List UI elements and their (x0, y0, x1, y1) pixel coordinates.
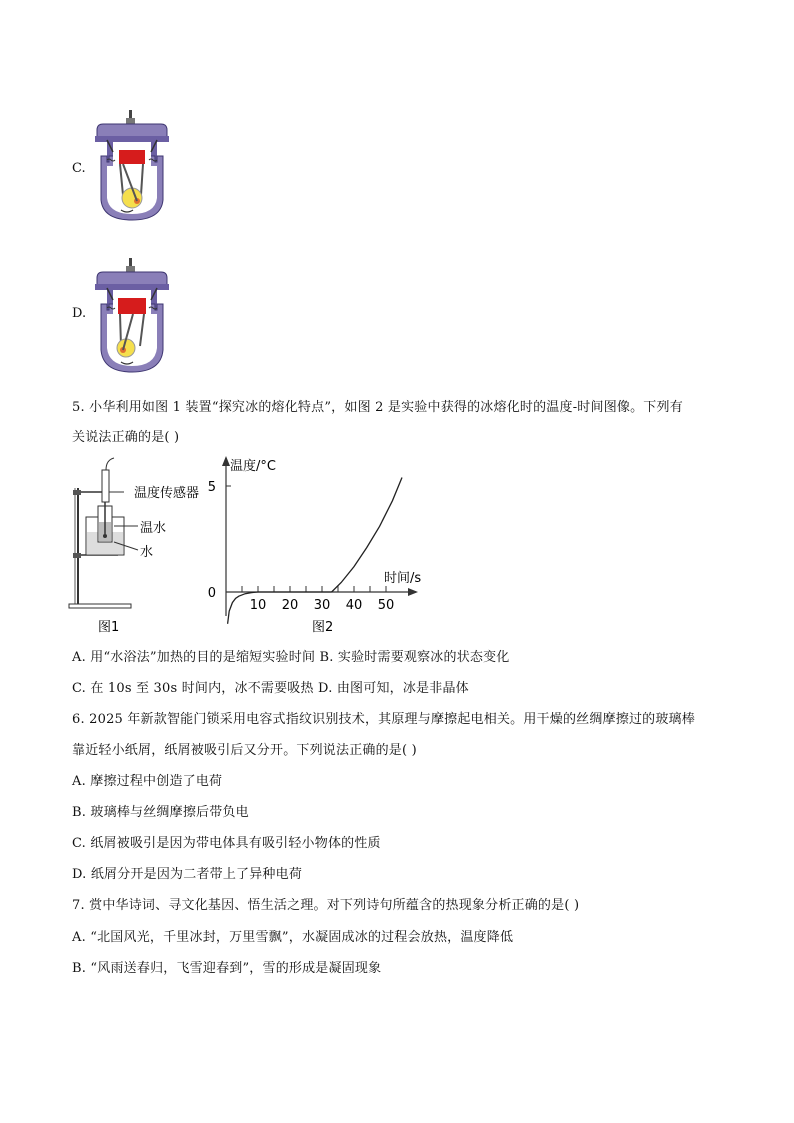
x-axis-arrow (408, 588, 418, 596)
engine-diagram-d (93, 258, 171, 374)
q6-stem-line1: 6. 2025 年新款智能门锁采用电容式指纹识别技术，其原理与摩擦起电相关。用干燥的丝绸摩擦过的玻璃棒 (72, 712, 695, 727)
x-axis-label: 时间/s (384, 571, 422, 586)
sensor-label: 温度传感器 (134, 486, 200, 501)
y-tick-label: 5 (207, 480, 216, 495)
option-c-label: C. (72, 161, 86, 176)
q7-option-b: B. “风雨送春归，飞雪迎春到”，雪的形成是凝固现象 (72, 961, 382, 976)
option-d-label: D. (72, 306, 87, 321)
q6-option-c: C. 纸屑被吸引是因为带电体具有吸引轻小物体的性质 (72, 836, 381, 851)
q5-figure-svg (66, 450, 426, 640)
apparatus-diagram (69, 458, 199, 635)
q6-option-b: B. 玻璃棒与丝绸摩擦后带负电 (72, 805, 249, 820)
y-axis-label: 温度/°C (230, 459, 276, 474)
water-label: 水 (140, 545, 154, 560)
q5-options-row1: A. 用“水浴法”加热的目的是缩短实验时间 B. 实验时需要观察冰的状态变化 (72, 650, 510, 665)
warm-water-label: 温水 (140, 521, 167, 536)
engine-diagram-c (93, 110, 171, 222)
q6-option-d: D. 纸屑分开是因为二者带上了异种电荷 (72, 867, 303, 882)
y-tick-label: 0 (207, 586, 216, 601)
x-tick-label: 20 (281, 598, 299, 613)
x-tick-label: 10 (249, 598, 267, 613)
x-tick-label: 30 (313, 598, 331, 613)
q7-stem: 7. 赏中华诗词、寻文化基因、悟生活之理。对下列诗句所蕴含的热现象分析正确的是( ) (72, 898, 580, 913)
fig2-caption: 图2 (312, 620, 334, 635)
q5-figure (66, 450, 426, 640)
q6-option-a: A. 摩擦过程中创造了电荷 (72, 774, 223, 789)
fig1-caption: 图1 (98, 620, 120, 635)
y-axis-arrow (222, 456, 230, 466)
x-tick-label: 50 (377, 598, 395, 613)
q5-stem-line2: 关说法正确的是( ) (72, 430, 180, 445)
q5-stem-line1: 5. 小华利用如图 1 装置“探究冰的熔化特点”，如图 2 是实验中获得的冰熔化时的温度-时间图像。下列有 (72, 400, 683, 415)
q5-options-row2: C. 在 10s 至 30s 时间内，冰不需要吸热 D. 由图可知，冰是非晶体 (72, 681, 469, 696)
temperature-time-chart (208, 456, 422, 624)
x-tick-label: 40 (345, 598, 363, 613)
q6-stem-line2: 靠近轻小纸屑，纸屑被吸引后又分开。下列说法正确的是( ) (72, 743, 417, 758)
q7-option-a: A. “北国风光，千里冰封，万里雪飘”，水凝固成冰的过程会放热，温度降低 (72, 930, 514, 945)
